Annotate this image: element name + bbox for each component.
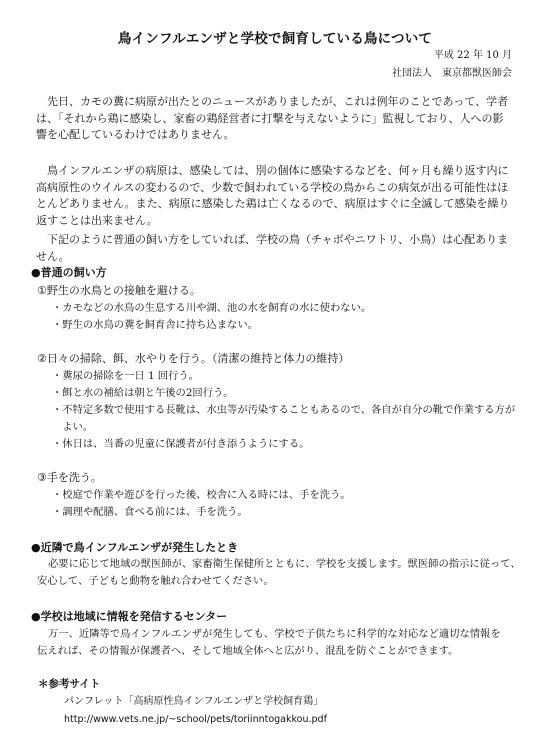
organization-name: 社団法人 東京都獣医師会 xyxy=(392,68,512,79)
section2-line-2: 安心して、子どもと動物を触れ合わせてください。 xyxy=(37,575,274,587)
section-heading-information-center: ●学校は地域に情報を発信するセンター xyxy=(31,610,228,623)
list-item: ・休日は、当番の児童に保護者が付き添うようにする。 xyxy=(52,438,310,450)
list-item: ・野生の水鳥の糞を飼育舎に持ち込まない。 xyxy=(52,319,258,331)
list-item: ・調理や配膳、食べる前には、手を洗う。 xyxy=(52,506,248,518)
section2-line-1: 必要に応じて地域の獣医師が、家畜衛生保健所とともに、学校を支援します。獣医師の指示に従って、 xyxy=(48,558,521,570)
subsection-title-daily-care: ②日々の掃除、餌、水やりを行う。（清潔の維持と体力の維持） xyxy=(37,352,350,365)
subsection-title-avoid-wild-birds: ①野生の水鳥との接触を避ける。 xyxy=(37,284,201,297)
section3-line-2: 伝えれば、その情報が保護者へ、そして地域全体へと広がり、混乱を防ぐことができます。 xyxy=(37,645,459,657)
intro-paragraph-1: 先日、カモの糞に病原が出たとのニュースがありましたが、これは例年のことであって、学者は、「それから鶏に感染し、家畜の鶏経営者に打撃を与えないように」監視しており、人への影響を心配しているわけではありません。 xyxy=(36,95,509,141)
page-title: 鳥インフルエンザと学校で飼育している鳥について xyxy=(117,31,433,47)
section3-line-1: 万一、近隣等で鳥インフルエンザが発生しても、学校で子供たちに科学的な対応など適切な情報を xyxy=(48,628,501,640)
intro-paragraph-2: 鳥インフルエンザの病原は、感染しては、別の個体に感染するなどを、何ヶ月も繰り返す内に高病原性のウイルスの変わるので、少数で飼われている学校の鳥からこの病気が出る可能性はほとんどありません。また、病原に感染した鶏は亡くなるので、病原はすぐに全滅して感染を繰り返すことは出来ません。 xyxy=(36,164,510,227)
list-item: ・糞尿の掃除を一日 1 回行う。 xyxy=(52,370,199,382)
section-heading-basic-care: ●普通の飼い方 xyxy=(31,266,107,279)
list-item: よい。 xyxy=(52,421,94,433)
reference-pamphlet-title: パンフレット「高病原性鳥インフルエンザと学校飼育鶏」 xyxy=(64,696,324,707)
reference-url-link[interactable]: http://www.vets.ne.jp/~school/pets/toriinntogakkou.pdf xyxy=(64,714,327,725)
intro-paragraph-3: 下記のように普通の飼い方をしていれば、学校の鳥（チャボやニワトリ、小鳥）は心配ありません。 xyxy=(36,233,509,263)
list-item: ・カモなどの水鳥の生息する川や湖、池の水を飼育の水に使わない。 xyxy=(52,302,372,314)
list-item: ・校庭で作業や遊びを行った後、校舎に入る時には、手を洗う。 xyxy=(52,489,351,501)
section-heading-outbreak-nearby: ●近隣で鳥インフルエンザが発生したとき xyxy=(31,541,239,554)
reference-heading: ＊参考サイト xyxy=(38,678,101,690)
list-item: ・餌と水の補給は朝と午後の2回行う。 xyxy=(52,387,234,399)
list-item: ・不特定多数で使用する長靴は、水虫等が汚染することもあるので、各自が自分の靴で作業する方が xyxy=(52,404,516,416)
document-date: 平成 22 年 10 月 xyxy=(433,50,512,61)
subsection-title-wash-hands: ③手を洗う。 xyxy=(37,471,102,484)
